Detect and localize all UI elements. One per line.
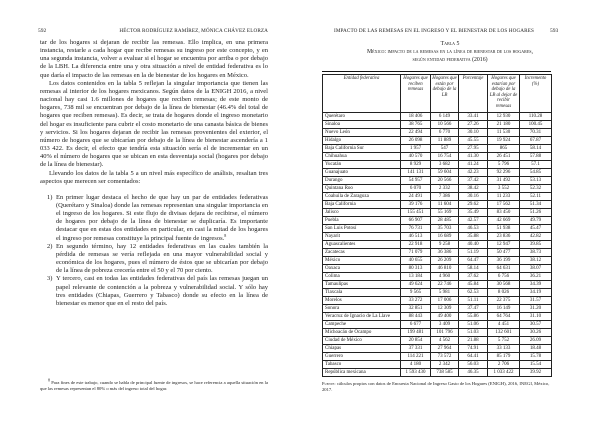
cell-entidad: Guerrero — [323, 353, 401, 361]
cell-value: 26 209 — [431, 257, 459, 265]
cell-value: 92 296 — [488, 169, 520, 177]
list-item — [40, 194, 268, 243]
cell-entidad: Hidalgo — [323, 137, 401, 145]
cell-value: 41.24 — [459, 161, 488, 169]
remittances-table — [322, 74, 552, 377]
cell-value: 8 026 — [488, 289, 520, 297]
cell-value: 5 752 — [488, 337, 520, 345]
table-row — [323, 185, 552, 193]
table-row — [323, 121, 552, 129]
cell-value: 54 957 — [401, 177, 431, 185]
cell-value: 46.53 — [459, 225, 488, 233]
cell-entidad: Guanajuato — [323, 169, 401, 177]
cell-value: 67.87 — [520, 137, 552, 145]
cell-value: 27 964 — [431, 345, 459, 353]
cell-value: 22 375 — [488, 297, 520, 305]
cell-value: 31 492 — [488, 177, 520, 185]
cell-value: 16 689 — [431, 233, 459, 241]
cell-entidad: Oaxaca — [323, 265, 401, 273]
running-head-right: IMPACTO DE LAS REMESAS EN EL INGRESO Y EL BIENESTAR DE LOS HOGARES — [334, 28, 534, 34]
cell-value: 45.84 — [459, 281, 488, 289]
cell-value: 30.26 — [520, 329, 552, 337]
paragraph-1: tar de los hogares si dejaran de recibir las remesas. Ello implica, en una primera instancia, restarle a cada hogar que recibe remesas su ingreso por este concepto, y en una segunda instancia, volver a evaluar si el hogar se encuentra por arriba o por debajo de la LBH. La diferencia entre una y otra situación a nivel de entidad federativa es lo que daría el impacto de las remesas en la de bienestar de los hogares en México. — [40, 39, 268, 79]
table-row — [323, 249, 552, 257]
source-label: Fuente: — [322, 381, 336, 386]
page-number-right: 593 — [550, 28, 559, 34]
cell-value: 80 313 — [401, 265, 431, 273]
table-row — [323, 209, 552, 217]
table-row — [323, 361, 552, 369]
cell-value: 40 570 — [401, 153, 431, 161]
cell-value: 54.85 — [520, 169, 552, 177]
cell-value: 64 631 — [488, 265, 520, 273]
header-hogares-debajo: Hogares que están por debajo de la LB — [431, 75, 459, 113]
cell-value: 37.47 — [459, 305, 488, 313]
cell-value: 38.73 — [520, 249, 552, 257]
table-row — [323, 145, 552, 153]
cell-value: 56.03 — [459, 361, 488, 369]
header-hogares-reciben: Hogares que reciben remesas — [401, 75, 431, 113]
table-row — [323, 345, 552, 353]
table-row — [323, 273, 552, 281]
table-row — [323, 353, 552, 361]
cell-value: 18 406 — [401, 113, 431, 121]
cell-value: 2 706 — [488, 361, 520, 369]
cell-value: 38 765 — [401, 121, 431, 129]
table-top-rule — [322, 71, 551, 72]
table-row — [323, 113, 552, 121]
cell-value: 30.16 — [459, 193, 488, 201]
cell-value: 1 033 422 — [488, 369, 520, 377]
table-row — [323, 153, 552, 161]
cell-value: 9 258 — [431, 241, 459, 249]
cell-value: 37.42 — [459, 177, 488, 185]
cell-value: 4 562 — [431, 337, 459, 345]
cell-value: 35 703 — [431, 225, 459, 233]
cell-value: 3 552 — [488, 185, 520, 193]
cell-value: 8 929 — [401, 161, 431, 169]
cell-entidad: Yucatán — [323, 161, 401, 169]
cell-value: 53.13 — [520, 177, 552, 185]
cell-value: 132 601 — [488, 329, 520, 337]
cell-value: 51.06 — [459, 321, 488, 329]
cell-value: 12 930 — [488, 113, 520, 121]
cell-value: 23 836 — [488, 233, 520, 241]
body-text — [40, 39, 268, 308]
table-row — [323, 233, 552, 241]
cell-value: 45.47 — [520, 225, 552, 233]
cell-entidad: Quintana Roo — [323, 185, 401, 193]
cell-entidad: Aguascalientes — [323, 241, 401, 249]
cell-value: 71 079 — [401, 249, 431, 257]
cell-entidad: Sonora — [323, 305, 401, 313]
cell-entidad: Michoacán de Ocampo — [323, 329, 401, 337]
table-row — [323, 337, 552, 345]
cell-value: 110.28 — [520, 113, 552, 121]
list-text: En segundo término, hay 12 entidades federativas en las cuales también la pérdida de remesas se vería reflejada en una mayor vulnerabilidad social y económica de los hogares, pues el número de éstos que se ubicarían por debajo de la línea de pobreza crecería entre el 50 y el 70 por ciento. — [56, 242, 268, 275]
cell-value: 64 764 — [488, 313, 520, 321]
cell-value: 4 451 — [488, 321, 520, 329]
cell-value: 73 572 — [431, 353, 459, 361]
cell-value: 49.79 — [520, 217, 552, 225]
cell-value: 20 566 — [431, 177, 459, 185]
cell-value: 36 386 — [431, 249, 459, 257]
cell-entidad: Nayarit — [323, 233, 401, 241]
cell-value: 57.88 — [520, 153, 552, 161]
table-row — [323, 305, 552, 313]
cell-entidad: República mexicana — [323, 369, 401, 377]
cell-entidad: Nuevo León — [323, 129, 401, 137]
cell-value: 15.54 — [520, 361, 552, 369]
cell-value: 76 731 — [401, 225, 431, 233]
cell-value: 45.55 — [459, 137, 488, 145]
cell-value: 35.49 — [459, 209, 488, 217]
cell-value: 88 443 — [401, 313, 431, 321]
cell-value: 34.19 — [520, 289, 552, 297]
cell-value: 55 169 — [431, 209, 459, 217]
cell-value: 52.11 — [520, 193, 552, 201]
cell-value: 58.14 — [459, 265, 488, 273]
cell-value: 6 770 — [431, 129, 459, 137]
cell-value: 49 624 — [401, 281, 431, 289]
cell-value: 51 938 — [488, 225, 520, 233]
table-label: Tabla 5 — [440, 41, 460, 47]
cell-entidad: Jalisco — [323, 209, 401, 217]
cell-value: 100.45 — [520, 121, 552, 129]
cell-value: 32 851 — [401, 305, 431, 313]
cell-entidad: Puebla — [323, 217, 401, 225]
cell-value: 34.39 — [520, 281, 552, 289]
cell-value: 12 947 — [488, 241, 520, 249]
table-title-line1: México: impacto de la remesas en la línea de bienestar de los hogares, — [367, 49, 533, 55]
cell-value: 24 491 — [401, 193, 431, 201]
cell-value: 17 006 — [431, 297, 459, 305]
cell-value: 5 981 — [431, 289, 459, 297]
cell-value: 11 604 — [431, 201, 459, 209]
cell-value: 31.20 — [520, 305, 552, 313]
cell-value: 36 199 — [488, 257, 520, 265]
cell-value: 141 131 — [401, 169, 431, 177]
cell-entidad: Baja California — [323, 201, 401, 209]
cell-value: 114 221 — [401, 353, 431, 361]
list-number: 2) — [47, 242, 53, 250]
cell-entidad: Chihuahua — [323, 153, 401, 161]
cell-value: 40.40 — [459, 241, 488, 249]
cell-value: 38.07 — [520, 265, 552, 273]
cell-value: 37.62 — [459, 273, 488, 281]
cell-value: 21.88 — [459, 337, 488, 345]
cell-entidad: Zacatecas — [323, 249, 401, 257]
cell-value: 74.91 — [459, 345, 488, 353]
header-porcentaje: Porcentaje — [459, 75, 488, 113]
table-row — [323, 129, 552, 137]
cell-entidad: Coahuila de Zaragoza — [323, 193, 401, 201]
cell-value: 49 400 — [431, 313, 459, 321]
cell-entidad: San Luis Potosí — [323, 225, 401, 233]
cell-value: 27.95 — [459, 145, 488, 153]
cell-value: 46.35 — [459, 369, 488, 377]
table-title-line2: según entidad federativa (2016) — [412, 57, 488, 63]
header-incremento: Incremento (%) — [520, 75, 552, 113]
cell-entidad: Baja California Sur — [323, 145, 401, 153]
cell-value: 3 409 — [431, 321, 459, 329]
cell-value: 46 810 — [431, 265, 459, 273]
cell-value: 15.78 — [520, 353, 552, 361]
cell-value: 35.88 — [459, 233, 488, 241]
data-table-container — [322, 74, 551, 377]
cell-value: 22 746 — [431, 281, 459, 289]
cell-entidad: México — [323, 257, 401, 265]
list-number: 3) — [47, 275, 53, 283]
table-row — [323, 169, 552, 177]
table-row — [323, 289, 552, 297]
table-row — [323, 241, 552, 249]
cell-value: 30 568 — [488, 281, 520, 289]
source-text: cálculos propios con datos de Encuesta Nacional de Ingreso Gasto de los Hogares (ENIGH), 2016, INEGI, México, 2017. — [322, 381, 550, 392]
cell-value: 18.48 — [520, 345, 552, 353]
cell-value: 37 331 — [401, 345, 431, 353]
cell-value: 7 386 — [431, 193, 459, 201]
table-row — [323, 193, 552, 201]
cell-value: 4 960 — [431, 273, 459, 281]
cell-value: 85 179 — [488, 353, 520, 361]
page-number-left: 592 — [38, 28, 47, 34]
cell-value: 29.62 — [459, 201, 488, 209]
cell-value: 6 070 — [401, 185, 431, 193]
cell-value: 36.21 — [520, 273, 552, 281]
cell-entidad: Tlaxcala — [323, 289, 401, 297]
cell-value: 51.03 — [459, 329, 488, 337]
table-header-row — [323, 75, 552, 113]
cell-value: 33 133 — [488, 345, 520, 353]
cell-value: 11 233 — [488, 193, 520, 201]
cell-value: 62.53 — [459, 289, 488, 297]
cell-value: 39.92 — [520, 369, 552, 377]
list-item — [40, 275, 268, 308]
cell-value: 101 796 — [431, 329, 459, 337]
cell-value: 11 889 — [431, 137, 459, 145]
cell-value: 55.86 — [459, 313, 488, 321]
cell-value: 51.34 — [520, 201, 552, 209]
table-row — [323, 177, 552, 185]
footnote — [40, 377, 268, 392]
cell-value: 39 176 — [401, 201, 431, 209]
cell-entidad: Ciudad de México — [323, 337, 401, 345]
paragraph-3: Llevando los datos de la tabla 5 a un nivel más específico de análisis, resaltan tres aspectos que merecen ser comentados: — [40, 169, 268, 185]
cell-entidad: Querétaro — [323, 113, 401, 121]
cell-value: 6 149 — [431, 113, 459, 121]
table-row — [323, 217, 552, 225]
cell-value: 30.57 — [520, 321, 552, 329]
cell-value: 155 451 — [401, 209, 431, 217]
table-source — [322, 381, 554, 393]
cell-value: 59 604 — [431, 169, 459, 177]
cell-value: 3 682 — [431, 161, 459, 169]
cell-entidad: Tabasco — [323, 361, 401, 369]
cell-value: 547 — [431, 145, 459, 153]
cell-value: 26.09 — [520, 337, 552, 345]
cell-value: 70.31 — [520, 129, 552, 137]
cell-value: 51.26 — [520, 209, 552, 217]
cell-value: 26 451 — [488, 153, 520, 161]
cell-value: 4 180 — [401, 361, 431, 369]
cell-entidad: Sinaloa — [323, 121, 401, 129]
cell-value: 16 754 — [431, 153, 459, 161]
cell-value: 33.41 — [459, 113, 488, 121]
header-entidad: Entidad federativa — [323, 75, 401, 113]
cell-value: 39.85 — [520, 241, 552, 249]
cell-value: 13 184 — [401, 273, 431, 281]
list-text: Y tercero, casi en todas las entidades federativas del país las remesas juegan un papel relevante de contención a la pobreza y vulnerabilidad social. Y sólo hay tres entidades (Chiapas, Guerrero y Tabasco) donde su efecto en la línea de bienestar es menor que en el resto del país. — [56, 275, 268, 307]
cell-value: 40 655 — [401, 257, 431, 265]
cell-value: 22 918 — [401, 241, 431, 249]
cell-value: 26 098 — [401, 137, 431, 145]
cell-value: 42.57 — [459, 217, 488, 225]
cell-value: 6 677 — [401, 321, 431, 329]
cell-value: 21 180 — [488, 121, 520, 129]
list-item — [40, 243, 268, 276]
table-row — [323, 257, 552, 265]
footnote-text: Para fines de este trabajo, cuando se habla de principal fuente de ingresos, se hace referencia a aquella situación en la que las remesas representan el 80% o más del ingreso total del hogar. — [40, 380, 268, 391]
table-row — [323, 161, 552, 169]
table-row — [323, 281, 552, 289]
cell-value: 83 450 — [488, 209, 520, 217]
cell-value: 38.12 — [520, 257, 552, 265]
cell-value: 1 593 430 — [401, 369, 431, 377]
cell-value: 51.11 — [459, 297, 488, 305]
cell-value: 31.57 — [520, 297, 552, 305]
cell-value: 64.47 — [459, 257, 488, 265]
running-head-left: HÉCTOR RODRÍGUEZ RAMÍREZ, MÓNICA CHÁVEZ ELORZA — [119, 28, 268, 34]
footnote-ref[interactable]: 8 — [224, 232, 227, 238]
cell-value: 58.14 — [520, 145, 552, 153]
table-row — [323, 297, 552, 305]
cell-entidad: Colima — [323, 273, 401, 281]
cell-value: 57.1 — [520, 161, 552, 169]
cell-value: 41.30 — [459, 153, 488, 161]
cell-value: 30.10 — [459, 129, 488, 137]
cell-entidad: Morelos — [323, 297, 401, 305]
cell-value: 2 332 — [431, 185, 459, 193]
footnote-mark: 8 — [48, 377, 50, 383]
cell-value: 46 513 — [401, 233, 431, 241]
cell-value: 199 481 — [401, 329, 431, 337]
cell-value: 50 477 — [488, 249, 520, 257]
table-row — [323, 225, 552, 233]
right-page — [300, 0, 600, 431]
cell-entidad: Durango — [323, 177, 401, 185]
cell-entidad: Campeche — [323, 321, 401, 329]
table-total-row — [323, 369, 552, 377]
header-hogares-sin-remesas: Hogares que estarían por debajo de la LB al dejar de recibir remesas — [488, 75, 520, 113]
cell-value: 738 585 — [431, 369, 459, 377]
table-row — [323, 201, 552, 209]
table-row — [323, 313, 552, 321]
numbered-list — [40, 194, 268, 308]
cell-value: 6 756 — [488, 273, 520, 281]
cell-value: 11 530 — [488, 129, 520, 137]
cell-value: 20 854 — [401, 337, 431, 345]
table-body — [323, 113, 552, 377]
cell-value: 38.42 — [459, 185, 488, 193]
cell-value: 64.41 — [459, 353, 488, 361]
cell-value: 22 494 — [401, 129, 431, 137]
list-text: En primer lugar destaca el hecho de que hay un par de entidades federativas (Querétaro y Sinaloa) donde las remesas representan una singular importancia en el ingreso de los hogares. Si este flujo de divisas dejara de recibirse, el número de hogares por debajo de la línea de bienestar se duplicaría. Es importante destacar que en estas dos entidades en particular, en casi la mitad de los hogares el ingreso por remesas constituye la principal fuente de ingresos. — [56, 193, 268, 242]
cell-value: 1 957 — [401, 145, 431, 153]
cell-value: 16 149 — [488, 305, 520, 313]
cell-value: 28 485 — [431, 217, 459, 225]
list-number: 1) — [47, 193, 53, 201]
cell-value: 2 342 — [431, 361, 459, 369]
cell-value: 52.32 — [520, 185, 552, 193]
cell-value: 33 272 — [401, 297, 431, 305]
cell-value: 66 907 — [401, 217, 431, 225]
cell-value: 12 309 — [431, 305, 459, 313]
cell-entidad: Tamaulipas — [323, 281, 401, 289]
cell-value: 9 565 — [401, 289, 431, 297]
table-row — [323, 329, 552, 337]
table-row — [323, 265, 552, 273]
cell-value: 31.10 — [520, 313, 552, 321]
cell-value: 5 796 — [488, 161, 520, 169]
cell-value: 42 669 — [488, 217, 520, 225]
cell-value: 865 — [488, 145, 520, 153]
table-row — [323, 321, 552, 329]
cell-value: 17 562 — [488, 201, 520, 209]
cell-entidad: Chiapas — [323, 345, 401, 353]
cell-value: 42.82 — [520, 233, 552, 241]
table-row — [323, 137, 552, 145]
cell-value: 19 924 — [488, 137, 520, 145]
cell-value: 27.26 — [459, 121, 488, 129]
cell-value: 42.23 — [459, 169, 488, 177]
cell-value: 51.19 — [459, 249, 488, 257]
cell-value: 10 566 — [431, 121, 459, 129]
paragraph-2: Los datos contenidos en la tabla 5 reflejan la singular importancia que tienen las remesas al interior de los hogares mexicanos. Según datos de la ENIGH 2016, a nivel nacional hay casi 1.6 millones de hogares que reciben remesas; de este monto de hogares, 738 mil se encuentran por debajo de la línea de bienestar (46.4% del total de hogares que reciben remesas). Es decir, se trata de hogares donde el ingreso monetario del hogar es insuficiente para cubrir el costo monetario de una canasta básica de bienes y servicios. Si los hogares dejaran de recibir las remesas provenientes del exterior, el número de hogares que se ubicarían por debajo de la línea de bienestar ascendería a 1 033 422. Es decir, el efecto que tendría esta situación sería el de incrementar en un 40% el número de hogares que se ubican en esta desventaja social (hogares por debajo de la línea de bienestar). — [40, 79, 268, 169]
cell-entidad: Veracruz de Ignacio de La Llave — [323, 313, 401, 321]
